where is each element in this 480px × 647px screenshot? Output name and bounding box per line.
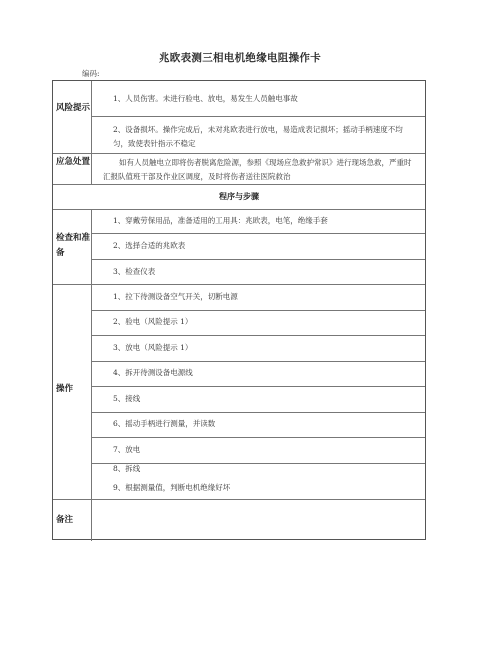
rule <box>91 386 425 387</box>
operation-step: 3、放电（风险提示 1） <box>113 343 193 352</box>
rule <box>91 361 425 362</box>
operation-step: 7、放电 <box>113 445 141 454</box>
operation-step: 8、拆线 <box>113 464 141 473</box>
operation-step: 2、验电（风险提示 1） <box>113 317 193 326</box>
operation-card-table <box>52 80 426 540</box>
rule <box>91 437 425 438</box>
operation-step: 1、拉下待测设备空气开关，切断电源 <box>113 292 238 301</box>
risk-item: 2、设备损坏。操作完成后，未对兆欧表进行放电，易造成表记损坏；摇动手柄速度不均匀，致使表针指示不稳定 <box>113 125 403 148</box>
risk-label: 风险提示 <box>56 103 91 113</box>
operation-label: 操作 <box>56 384 74 394</box>
rule <box>91 310 425 311</box>
code-label: 编码: <box>82 69 100 78</box>
rule <box>91 259 425 260</box>
prepare-item: 3、检查仪表 <box>113 267 156 276</box>
rule <box>91 412 425 413</box>
rule <box>91 233 425 234</box>
rule <box>91 116 425 117</box>
rule <box>53 284 425 285</box>
prepare-item: 1、穿戴劳保用品，准备适用的工用具：兆欧表，电笔，绝缘手套 <box>113 216 328 225</box>
operation-step: 4、拆开待测设备电源线 <box>113 368 193 377</box>
emergency-text: 如有人员触电立即将伤者脱离危险源，参照《现场应急救护常识》进行现场急救，严重时汇报队值班干部及作业区调度，及时将伤者送往医院救治 <box>103 158 412 181</box>
procedure-header: 程序与步骤 <box>219 192 259 201</box>
rule <box>53 499 425 500</box>
operation-step: 6、摇动手柄进行测量，并读数 <box>113 419 216 428</box>
prepare-item: 2、选择合适的兆欧表 <box>113 241 186 250</box>
rule <box>53 153 425 154</box>
rule <box>53 209 425 210</box>
rule <box>91 335 425 336</box>
risk-item: 1、人员伤害。未进行验电、放电，易发生人员触电事故 <box>113 94 298 103</box>
remarks-label: 备注 <box>56 515 74 525</box>
operation-step: 9、根据测量值，判断电机绝缘好坏 <box>113 483 231 492</box>
label-column-divider <box>91 81 92 184</box>
prepare-label: 检查和准备 <box>56 233 91 258</box>
operation-step: 5、接线 <box>113 394 141 403</box>
rule <box>53 184 425 185</box>
page-title: 兆欧表测三相电机绝缘电阻操作卡 <box>159 52 321 64</box>
emergency-label: 应急处置 <box>56 157 91 167</box>
